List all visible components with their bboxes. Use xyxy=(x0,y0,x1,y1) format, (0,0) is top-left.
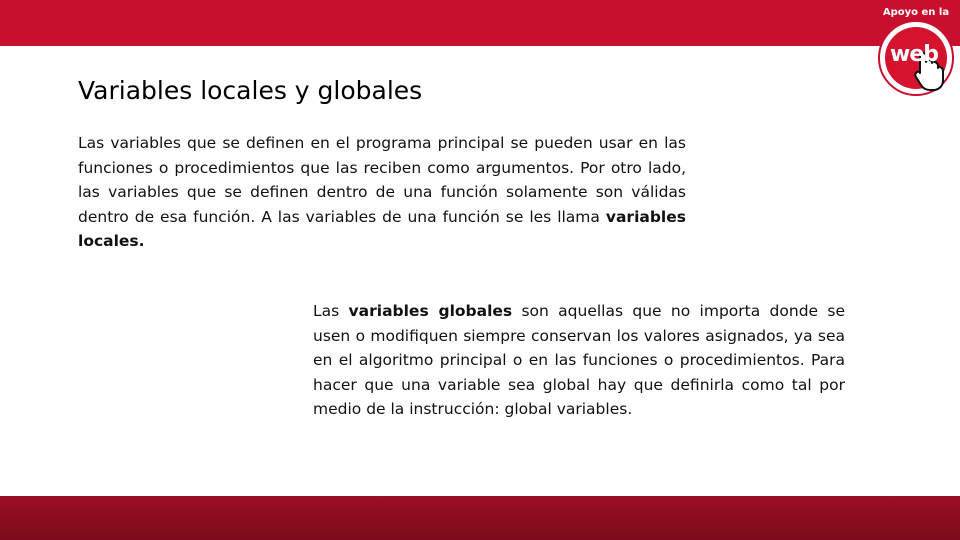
header-band xyxy=(0,0,960,46)
logo-tagline: Apoyo en la xyxy=(882,7,950,18)
term-local-variables: variables locales. xyxy=(78,207,686,250)
apoyo-en-la-web-logo xyxy=(872,4,960,96)
paragraph-global-lead: Las xyxy=(313,302,349,320)
term-global-variables: variables globales xyxy=(348,302,513,320)
logo-wordmark: web xyxy=(890,42,938,67)
paragraph-global-variables xyxy=(313,299,845,422)
paragraph-local-variables xyxy=(78,131,686,254)
footer-band xyxy=(0,496,960,540)
paragraph-local-text: Las variables que se definen en el programa principal se pueden usar en las funciones o procedimientos que las reciben como argumentos. Por otro lado, las variables que se definen dentro de una función solamente son válidas dentro de esa función. A las variables de una función se les llama xyxy=(78,134,686,226)
slide-title: Variables locales y globales xyxy=(78,76,423,105)
paragraph-global-text: son aquellas que no importa donde se usen o modifiquen siempre conservan los valores asignados, ya sea en el algoritmo principal o en las funciones o procedimientos. Para hacer que una variable sea global hay que definirla como tal por medio de la instrucción: global variables. xyxy=(313,302,846,418)
